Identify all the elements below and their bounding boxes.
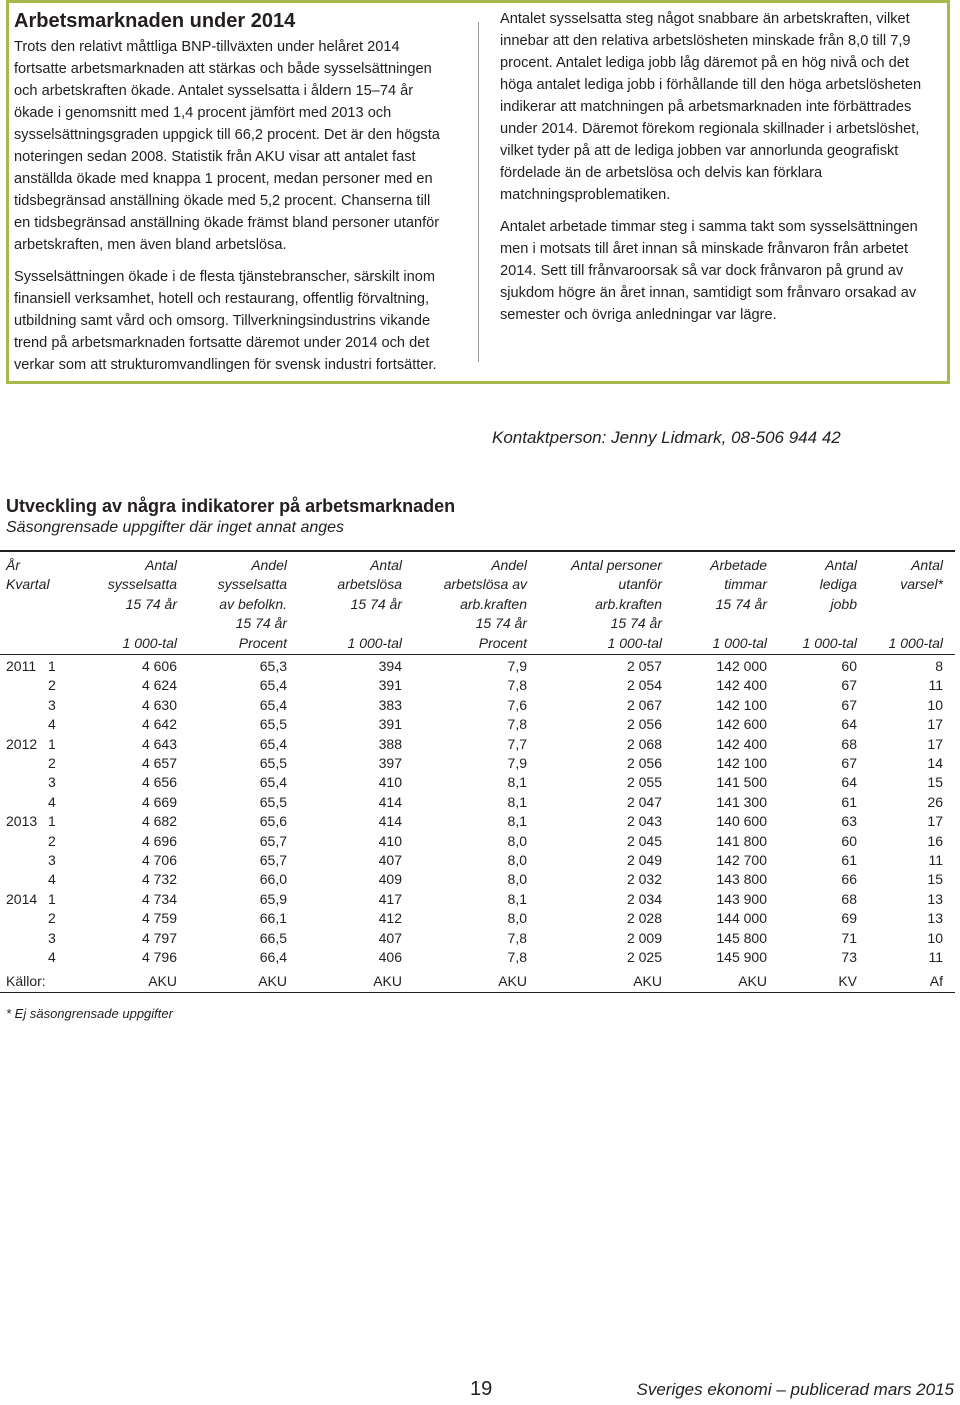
header-line: Antal [911, 557, 943, 573]
table-cell: 71 [841, 929, 857, 946]
header-line: varsel* [900, 576, 943, 593]
table-cell: 140 600 [716, 813, 767, 830]
column-unit: 1 000-tal [712, 634, 767, 651]
table-cell: 7,8 [507, 677, 527, 694]
row-quarter: 4 [48, 949, 56, 965]
table-footnote: * Ej säsongrensade uppgifter [6, 1006, 173, 1021]
table-cell: 142 100 [716, 755, 767, 771]
table-cell: 8,0 [507, 832, 527, 849]
header-line: Antal [825, 557, 857, 573]
column-unit: 1 000-tal [347, 634, 402, 651]
table-bottom-rule [0, 992, 955, 993]
table-cell: 407 [378, 929, 402, 946]
table-cell: 383 [378, 696, 402, 713]
table-cell: 4 759 [141, 910, 177, 927]
table-cell: 67 [841, 677, 857, 694]
table-cell: 2 047 [626, 793, 662, 810]
table-cell: 67 [841, 755, 857, 771]
header-line: arbetslösa av [443, 576, 527, 593]
table-cell: 13 [927, 890, 943, 907]
table-cell: 16 [927, 832, 943, 849]
table-cell: 2 057 [626, 658, 662, 674]
row-quarter: 4 [48, 871, 56, 888]
header-line: jobb [830, 595, 857, 612]
table-cell: 2 045 [626, 832, 662, 849]
table-cell: 7,8 [507, 949, 527, 965]
table-cell: 2 025 [626, 949, 662, 965]
article-right-column [500, 8, 932, 336]
table-cell: 63 [841, 813, 857, 830]
header-line: 15 74 år [350, 595, 402, 612]
article-left-column [14, 8, 446, 386]
table-cell: 7,8 [507, 929, 527, 946]
table-cell: 4 606 [141, 658, 177, 674]
table-cell: 391 [378, 716, 402, 733]
table-cell: 391 [378, 677, 402, 694]
table-cell: 7,9 [507, 755, 527, 771]
column-header [397, 556, 527, 653]
table-cell: 65,3 [259, 658, 287, 674]
table-cell: 2 032 [626, 871, 662, 888]
table-cell: 417 [378, 890, 402, 907]
row-year: 2013 [6, 813, 38, 830]
table-cell: 4 669 [141, 793, 177, 810]
header-line: 15 74 år [715, 595, 767, 612]
header-line: 15 74 år [125, 595, 177, 612]
table-cell: 2 067 [626, 696, 662, 713]
table-cell: 142 700 [716, 852, 767, 868]
table-cell: 2 055 [626, 774, 662, 791]
header-line: Kvartal [6, 576, 50, 593]
table-cell: 410 [378, 774, 402, 791]
row-quarter: 3 [48, 852, 56, 868]
table-cell: 65,4 [259, 696, 287, 713]
table-cell: 406 [378, 949, 402, 965]
table-cell: 60 [841, 658, 857, 674]
table-cell: 4 682 [141, 813, 177, 830]
table-cell: 4 797 [141, 929, 177, 946]
header-line: sysselsatta [107, 576, 177, 593]
article-paragraph: Sysselsättningen ökade i de flesta tjänstebranscher, särskilt inom finansiell verksamhet, hotell och restaurang, offentlig förvaltning, utbildning samt vård och omsorg. Tillverkningsindustrins vikande trend på arbetsmarknaden fortsatte däremot under 2014 och det verkar som att strukturomvandlingen för svensk industri fortsätter. [14, 269, 437, 373]
source-cell: AKU [633, 973, 662, 989]
table-cell: 141 500 [716, 774, 767, 791]
table-cell: 66,1 [259, 910, 287, 927]
row-quarter: 3 [48, 774, 56, 791]
table-cell: 68 [841, 735, 857, 752]
table-cell: 67 [841, 696, 857, 713]
row-quarter: 2 [48, 677, 56, 694]
header-line: utanför [618, 576, 662, 593]
table-cell: 4 642 [141, 716, 177, 733]
table-cell: 2 009 [626, 929, 662, 946]
table-cell: 64 [841, 774, 857, 791]
article-paragraph: Antalet sysselsatta steg något snabbare än arbetskraften, vilket innebar att den relativa arbetslösheten minskade från 8,0 till 7,9 procent. Antalet lediga jobb låg däremot på en hög nivå och det höga antalet lediga jobb i förhållande till den höga arbetslösheten indikerar att matchningen på arbetsmarknaden inte förbättrades under 2014. Däremot förekom regionala skillnader i arbetslöshet, vilket tyder på att de lediga jobben var annorlunda geografiskt fördelade än de arbetslösa och delvis kan förklara matchningsproblematiken. [500, 11, 922, 203]
header-line: 15 74 år [610, 615, 662, 632]
row-year: 2012 [6, 735, 38, 752]
header-line: arbetslösa [337, 576, 402, 593]
table-cell: 2 054 [626, 677, 662, 694]
table-cell: 397 [378, 755, 402, 771]
table-cell: 4 624 [141, 677, 177, 694]
table-cell: 2 049 [626, 852, 662, 868]
table-cell: 7,7 [507, 735, 527, 752]
header-line: År [6, 557, 20, 573]
column-unit: 1 000-tal [888, 634, 943, 651]
table-cell: 17 [927, 735, 943, 752]
table-cell: 26 [927, 793, 943, 810]
table-cell: 65,4 [259, 677, 287, 694]
table-cell: 11 [928, 949, 943, 965]
table-cell: 64 [841, 716, 857, 733]
table-cell: 66,5 [259, 929, 287, 946]
article-paragraph: Trots den relativt måttliga BNP-tillväxten under helåret 2014 fortsatte arbetsmarknaden att stärkas och både sysselsättningen och arbetskraften ökade. Antalet sysselsatta i åldern 15–74 år ökade i genomsnitt med 1,4 procent jämfört med 2013 och sysselsättningsgraden uppgick till 66,2 procent. Det är den högsta noteringen sedan 2008. Statistik från AKU visar att antalet fast anställda ökade med knappa 1 procent, medan personer med en tidsbegränsad anställning ökade med 5,2 procent. Chanserna till en tidsbegränsad anställning ökade främst bland personer utanför arbetskraften, men även bland arbetslösa. [14, 39, 440, 253]
table-cell: 65,5 [259, 793, 287, 810]
row-quarter: 3 [48, 929, 56, 946]
source-cell: AKU [373, 973, 402, 989]
row-quarter: 2 [48, 832, 56, 849]
row-quarter: 4 [48, 793, 56, 810]
table-subtitle: Säsongrensade uppgifter där inget annat anges [6, 519, 345, 536]
table-cell: 143 900 [716, 890, 767, 907]
table-cell: 145 900 [716, 949, 767, 965]
table-cell: 61 [841, 793, 857, 810]
table-cell: 142 100 [716, 696, 767, 713]
table-cell: 4 734 [141, 890, 177, 907]
table-cell: 61 [841, 852, 857, 868]
header-line: Andel [251, 557, 287, 573]
row-quarter: 1 [48, 735, 56, 752]
column-unit: 1 000-tal [122, 634, 177, 651]
table-cell: 65,4 [259, 735, 287, 752]
row-quarter: 1 [48, 890, 56, 907]
table-cell: 4 630 [141, 696, 177, 713]
table-cell: 7,9 [507, 658, 527, 674]
table-cell: 68 [841, 890, 857, 907]
header-line: arb.kraften [595, 595, 662, 612]
table-cell: 141 300 [716, 793, 767, 810]
header-line: Andel [491, 557, 527, 573]
table-cell: 414 [378, 793, 402, 810]
table-header-rule [0, 654, 955, 655]
table-cell: 66,4 [259, 949, 287, 965]
table-cell: 7,6 [507, 696, 527, 713]
header-line: Antal [145, 557, 177, 573]
table-cell: 11 [928, 677, 943, 694]
table-cell: 8 [935, 658, 943, 674]
column-header [157, 556, 287, 653]
table-cell: 17 [927, 813, 943, 830]
column-header [813, 556, 943, 653]
table-cell: 145 800 [716, 929, 767, 946]
table-cell: 65,6 [259, 813, 287, 830]
table-cell: 8,0 [507, 852, 527, 868]
table-cell: 409 [378, 871, 402, 888]
table-cell: 394 [378, 658, 402, 674]
row-year: 2014 [6, 890, 38, 907]
table-cell: 73 [841, 949, 857, 965]
article-heading: Arbetsmarknaden under 2014 [14, 10, 296, 32]
row-quarter: 1 [48, 813, 56, 830]
table-cell: 4 656 [141, 774, 177, 791]
column-unit: Procent [478, 634, 527, 651]
table-cell: 17 [927, 716, 943, 733]
table-cell: 414 [378, 813, 402, 830]
publication-label: Sveriges ekonomi – publicerad mars 2015 [636, 1380, 954, 1399]
table-cell: 407 [378, 852, 402, 868]
table-cell: 142 400 [716, 677, 767, 694]
header-line: lediga [819, 576, 857, 593]
source-cell: KV [838, 973, 857, 989]
table-cell: 69 [841, 910, 857, 927]
table-title: Utveckling av några indikatorer på arbetsmarknaden [6, 496, 456, 516]
page-number: 19 [470, 1378, 493, 1400]
table-cell: 143 800 [716, 871, 767, 888]
header-line: timmar [724, 576, 767, 593]
contact-person: Kontaktperson: Jenny Lidmark, 08-506 944 42 [492, 428, 841, 447]
table-cell: 11 [928, 852, 943, 868]
table-cell: 8,1 [507, 774, 527, 791]
header-line: Arbetade [710, 557, 767, 573]
header-line: 15 74 år [475, 615, 527, 632]
source-cell: AKU [148, 973, 177, 989]
header-line: Antal [370, 557, 402, 573]
table-cell: 65,5 [259, 716, 287, 733]
source-cell: Af [929, 973, 943, 989]
row-quarter: 2 [48, 755, 56, 771]
row-quarter: 3 [48, 696, 56, 713]
column-unit: Procent [238, 634, 287, 651]
table-cell: 65,7 [259, 832, 287, 849]
table-cell: 66,0 [259, 871, 287, 888]
table-cell: 8,0 [507, 871, 527, 888]
header-line: sysselsatta [217, 576, 287, 593]
table-cell: 8,1 [507, 890, 527, 907]
sources-label: Källor: [6, 973, 46, 989]
table-cell: 65,5 [259, 755, 287, 771]
row-quarter: 4 [48, 716, 56, 733]
table-cell: 4 643 [141, 735, 177, 752]
table-cell: 388 [378, 735, 402, 752]
column-unit: 1 000-tal [607, 634, 662, 651]
source-cell: AKU [498, 973, 527, 989]
source-cell: AKU [738, 973, 767, 989]
table-cell: 4 706 [141, 852, 177, 868]
table-cell: 2 028 [626, 910, 662, 927]
table-cell: 65,7 [259, 852, 287, 868]
table-cell: 141 800 [716, 832, 767, 849]
table-cell: 8,0 [507, 910, 527, 927]
table-cell: 410 [378, 832, 402, 849]
source-cell: AKU [258, 973, 287, 989]
header-line: Antal personer [570, 557, 662, 573]
table-cell: 2 056 [626, 755, 662, 771]
table-cell: 14 [927, 755, 943, 771]
table-cell: 66 [841, 871, 857, 888]
table-cell: 65,9 [259, 890, 287, 907]
table-cell: 4 796 [141, 949, 177, 965]
table-cell: 2 068 [626, 735, 662, 752]
row-year: 2011 [6, 658, 37, 674]
column-unit: 1 000-tal [802, 634, 857, 651]
table-cell: 15 [927, 871, 943, 888]
table-cell: 2 034 [626, 890, 662, 907]
table-cell: 4 696 [141, 832, 177, 849]
header-line: 15 74 år [235, 615, 287, 632]
table-cell: 65,4 [259, 774, 287, 791]
table-cell: 142 600 [716, 716, 767, 733]
header-line: av befolkn. [219, 595, 287, 612]
table-cell: 142 400 [716, 735, 767, 752]
table-cell: 2 043 [626, 813, 662, 830]
row-quarter: 2 [48, 910, 56, 927]
table-cell: 8,1 [507, 813, 527, 830]
table-cell: 4 732 [141, 871, 177, 888]
table-cell: 412 [378, 910, 402, 927]
row-quarter: 1 [48, 658, 56, 674]
column-divider [478, 22, 479, 362]
column-header [272, 556, 402, 653]
table-cell: 142 000 [716, 658, 767, 674]
table-cell: 13 [927, 910, 943, 927]
table-cell: 15 [927, 774, 943, 791]
header-line: arb.kraften [460, 595, 527, 612]
table-cell: 2 056 [626, 716, 662, 733]
table-cell: 10 [927, 929, 943, 946]
table-cell: 144 000 [716, 910, 767, 927]
table-cell: 8,1 [507, 793, 527, 810]
table-cell: 10 [927, 696, 943, 713]
article-paragraph: Antalet arbetade timmar steg i samma takt som sysselsättningen men i motsats till året innan så minskade frånvaron från arbetet 2014. Sett till frånvaroorsak så var dock frånvaron på grund av sjukdom högre än året innan, samtidigt som frånvaro orsakad av semester och övriga anledningar var lägre. [500, 219, 918, 323]
table-top-rule [0, 550, 955, 552]
table-cell: 4 657 [141, 755, 177, 771]
table-cell: 60 [841, 832, 857, 849]
header-year-quarter [6, 556, 50, 595]
table-cell: 7,8 [507, 716, 527, 733]
